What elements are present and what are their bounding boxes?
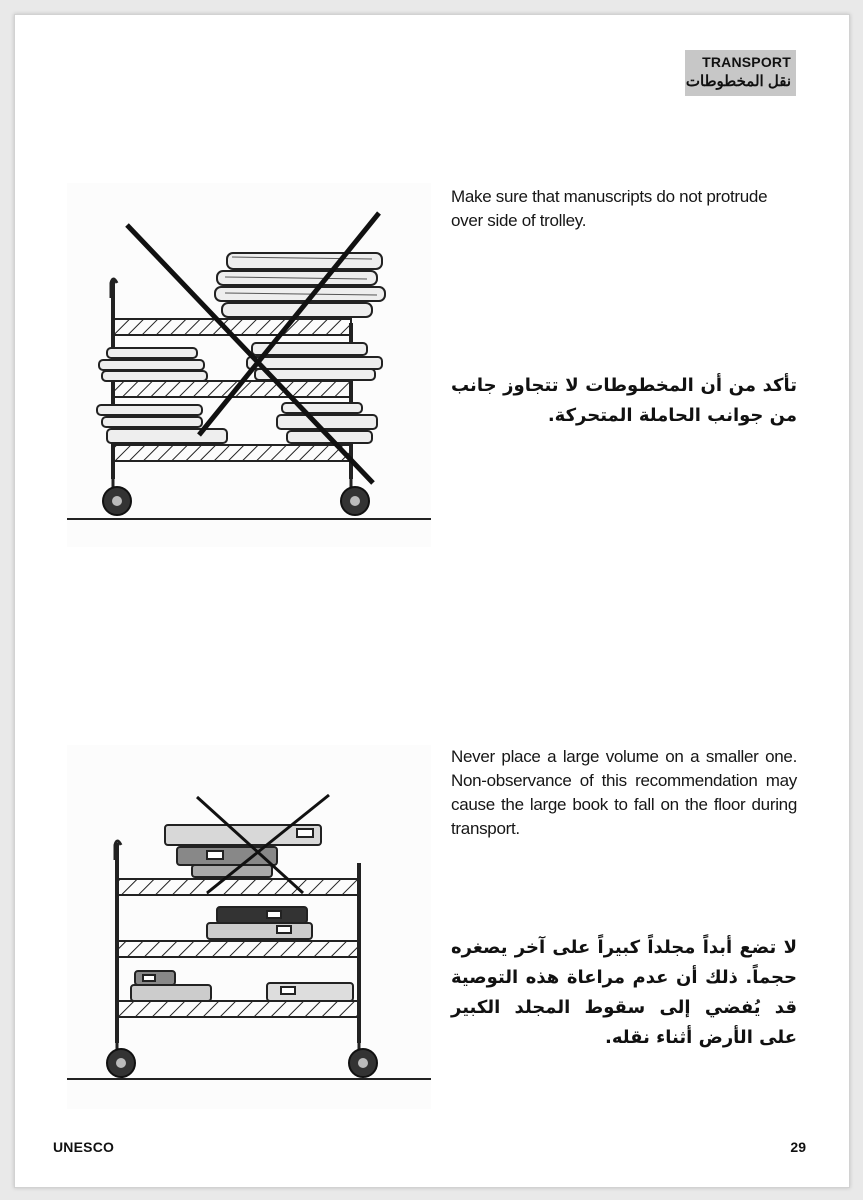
instruction-text-ar-2: لا تضع أبداً مجلداً كبيراً على آخر يصغره حجماً. ذلك أن عدم مراعاة هذه التوصية قد يُفضي إلى سقوط المجلد الكبير على الأرض أثناء نقله. [451,937,797,1048]
page-number: 29 [790,1139,806,1155]
shelf [117,1001,359,1017]
book-stack-middle-left [99,348,207,381]
trolley-illustration-1 [67,183,431,547]
figure-large-volume-on-small [67,745,431,1109]
instruction-text-ar-1: تأكد من أن المخطوطات لا تتجاوز جانب من جوانب الحاملة المتحركة. [451,375,797,426]
figure-protruding-manuscripts [67,183,431,547]
section-title-en: TRANSPORT [702,54,791,70]
footer-publisher: UNESCO [53,1139,115,1155]
book-stack-lower [131,971,353,1001]
trolley-illustration-2 [67,745,431,1109]
shelf [117,879,359,895]
shelf [117,941,359,957]
section-header-box [685,50,796,96]
section-title-ar: نقل المخطوطات [685,73,791,90]
instruction-text-en-1: Make sure that manuscripts do not protrude over side of trolley. [451,187,768,230]
trolley-wheels [107,1043,377,1077]
instruction-text-en-2: Never place a large volume on a smaller one. Non-observance of this recommendation may cause the large book to fall on the floor during transport. [451,747,797,838]
book-large-on-small [165,825,321,877]
book-stack-middle [207,907,312,939]
shelf [113,445,351,461]
document-page [14,14,850,1188]
trolley-wheels [103,479,369,515]
